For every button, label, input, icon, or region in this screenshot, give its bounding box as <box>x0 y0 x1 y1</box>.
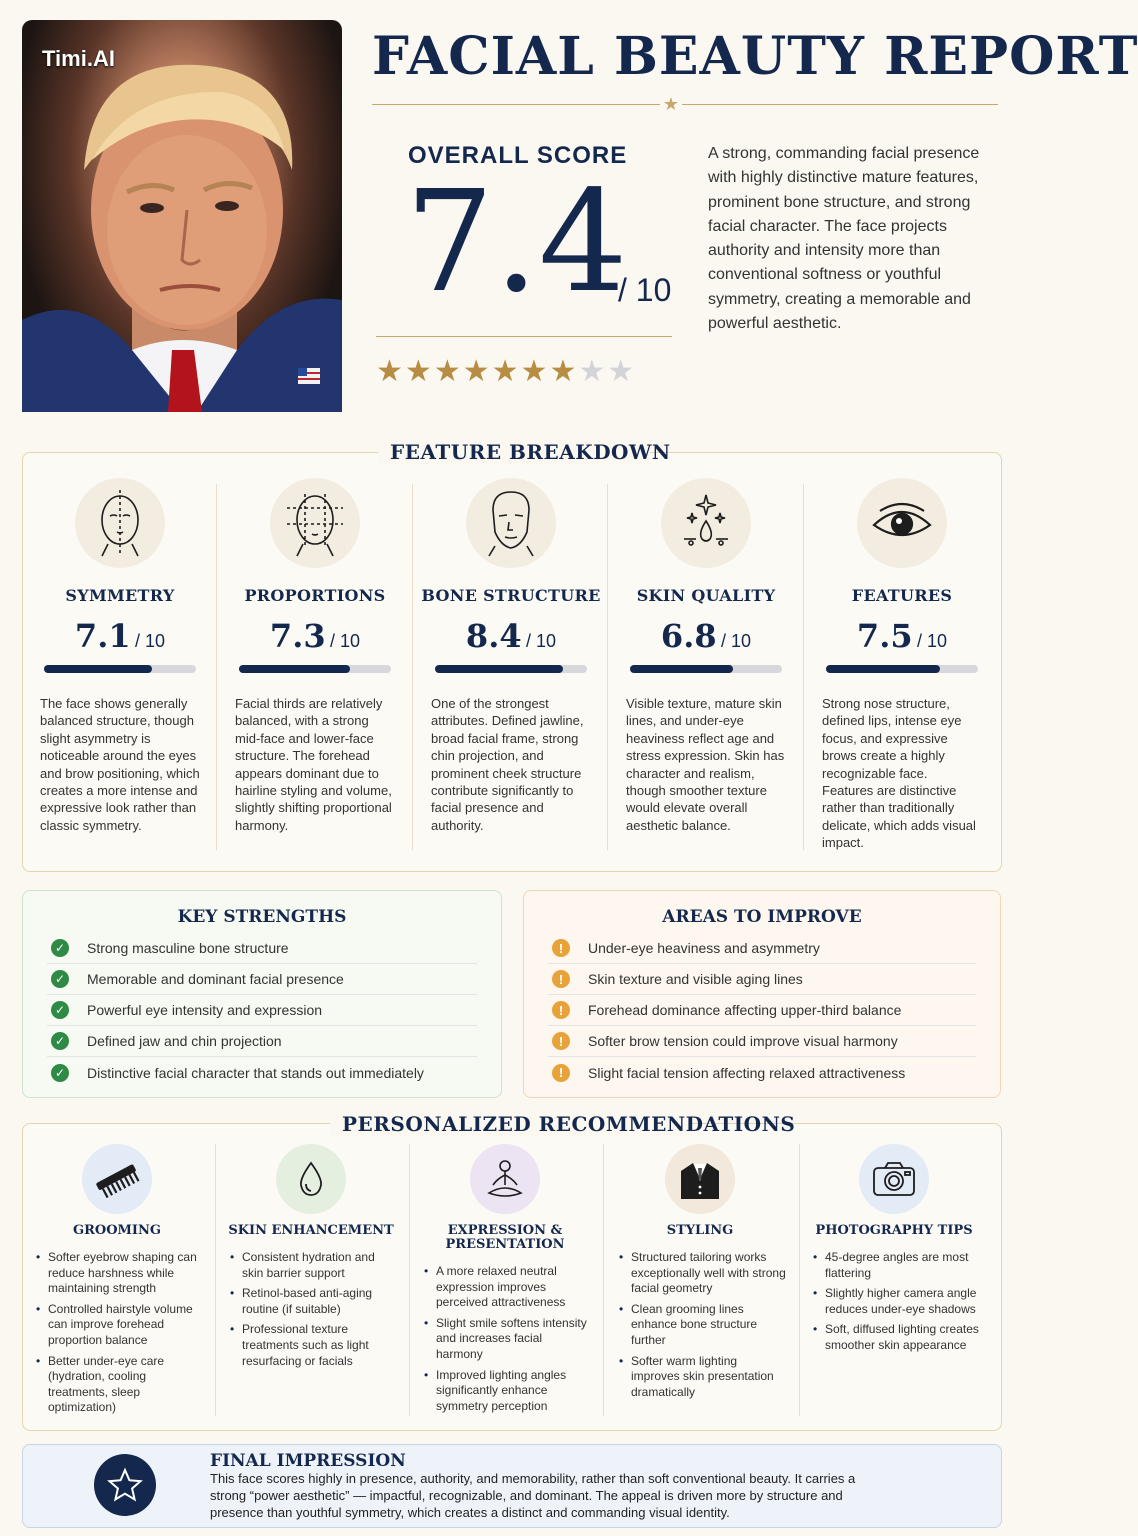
suit-icon <box>665 1144 735 1214</box>
overall-summary: A strong, commanding facial presence with highly distinctive mature features, prominent bone structure, and strong facial character. The face projects authority and intensity more than conventional softness or youthful symmetry, creating a memorable and powerful aesthetic. <box>708 145 980 333</box>
feature-card-skin-quality <box>608 478 804 834</box>
check-icon: ✓ <box>51 1001 69 1019</box>
eye-icon <box>857 478 947 568</box>
watermark-label: Timi.AI <box>42 46 115 71</box>
improve-item: ! Forehead dominance affecting upper-third balance <box>548 995 976 1026</box>
recommendation-bullet: • Controlled hairstyle volume can improve forehead proportion balance <box>36 1302 204 1349</box>
recommendation-expression <box>408 1144 602 1419</box>
star-empty-icon: ★ <box>578 355 608 388</box>
recommendations-title: PERSONALIZED RECOMMENDATIONS <box>330 1112 692 1136</box>
feature-breakdown-title: FEATURE BREAKDOWN <box>378 440 650 464</box>
key-strengths-title: KEY STRENGTHS <box>177 907 347 927</box>
warning-icon: ! <box>552 1064 570 1082</box>
recommendation-name: EXPRESSION & PRESENTATION <box>445 1223 565 1252</box>
feature-score-bar <box>826 665 978 673</box>
star-rating <box>376 354 636 389</box>
areas-to-improve-title: AREAS TO IMPROVE <box>662 907 862 927</box>
title-divider <box>372 104 998 105</box>
feature-name: SKIN QUALITY <box>636 586 776 605</box>
recommendation-name: PHOTOGRAPHY TIPS <box>815 1223 973 1238</box>
check-icon: ✓ <box>51 970 69 988</box>
feature-score: 7.1 <box>74 617 131 655</box>
recommendation-name: STYLING <box>666 1223 734 1238</box>
recommendation-bullet: • Consistent hydration and skin barrier support <box>230 1250 398 1281</box>
overall-score-label: OVERALL SCORE <box>408 142 628 169</box>
strength-item: ✓ Defined jaw and chin projection <box>47 1026 477 1057</box>
recommendation-bullet: • Better under-eye care (hydration, cooling treatments, sleep optimization) <box>36 1354 204 1416</box>
feature-description: Facial thirds are relatively balanced, with a strong mid-face and lower-face structure. The forehead appears dominant due to hairline styling and volume, slightly shifting proportional harmony. <box>235 696 392 833</box>
star-filled-icon: ★ <box>549 355 579 388</box>
recommendation-bullet: • A more relaxed neutral expression improves perceived attractiveness <box>424 1264 592 1311</box>
recommendation-bullet: • 45-degree angles are most flattering <box>813 1250 981 1281</box>
divider-star-icon: ★ <box>660 94 682 115</box>
feature-score-bar <box>239 665 391 673</box>
recommendation-bullet: • Professional texture treatments such as light resurfacing or facials <box>230 1322 398 1369</box>
star-filled-icon: ★ <box>491 355 521 388</box>
feature-score: 8.4 <box>465 617 522 655</box>
star-filled-icon: ★ <box>404 355 434 388</box>
feature-card-features <box>804 478 1000 852</box>
meditation-icon <box>470 1144 540 1214</box>
portrait-illustration <box>22 20 342 412</box>
star-filled-icon: ★ <box>520 355 550 388</box>
recommendation-bullet: • Softer eyebrow shaping can reduce harshness while maintaining strength <box>36 1250 204 1297</box>
areas-to-improve-panel <box>523 890 1001 1098</box>
improve-item: ! Softer brow tension could improve visual harmony <box>548 1026 976 1057</box>
feature-score: 6.8 <box>660 617 717 655</box>
recommendation-name: GROOMING <box>72 1223 161 1238</box>
feature-score-max: / 10 <box>330 631 361 651</box>
strength-item: ✓ Strong masculine bone structure <box>47 933 477 964</box>
symmetry-face-icon <box>75 478 165 568</box>
feature-card-proportions <box>217 478 413 834</box>
recommendation-bullet: • Structured tailoring works exceptionally well with strong facial geometry <box>619 1250 787 1297</box>
report-title: FACIAL BEAUTY REPORT <box>372 26 1138 87</box>
recommendation-photography <box>797 1144 991 1359</box>
improve-item: ! Skin texture and visible aging lines <box>548 964 976 995</box>
feature-description: One of the strongest attributes. Defined jawline, broad facial frame, strong chin projection, and prominent cheek structure contribute significantly to facial presence and authority. <box>431 696 584 833</box>
feature-description: The face shows generally balanced structure, though slight asymmetry is noticeable around the eyes and brow positioning, which creates a more intense and expressive look rather than classic symmetry. <box>40 696 200 833</box>
warning-icon: ! <box>552 970 570 988</box>
recommendation-bullet: • Clean grooming lines enhance bone structure further <box>619 1302 787 1349</box>
warning-icon: ! <box>552 1032 570 1050</box>
portrait-photo <box>22 20 342 412</box>
recommendation-bullet: • Improved lighting angles significantly enhance symmetry perception <box>424 1368 592 1415</box>
recommendation-grooming <box>20 1144 214 1421</box>
recommendation-bullet: • Slight smile softens intensity and increases facial harmony <box>424 1316 592 1363</box>
final-impression-text: This face scores highly in presence, authority, and memorability, rather than soft conventional beauty. It carries a strong “power aesthetic” — impactful, recognizable, and dominant. The appeal is driven more by structure and presence than youthful symmetry, which creates a distinct and commanding visual identity. <box>210 1471 856 1520</box>
star-filled-icon: ★ <box>462 355 492 388</box>
final-impression-title: FINAL IMPRESSION <box>210 1451 406 1471</box>
key-strengths-panel <box>22 890 502 1098</box>
score-divider <box>376 336 672 337</box>
star-empty-icon: ★ <box>607 355 637 388</box>
feature-score-max: / 10 <box>526 631 557 651</box>
recommendation-bullet: • Retinol-based anti-aging routine (if suitable) <box>230 1286 398 1317</box>
check-icon: ✓ <box>51 1032 69 1050</box>
feature-description: Strong nose structure, defined lips, intense eye focus, and expressive brows create a highly recognizable face. Features are distinctive rather than traditionally delicate, which adds visual impact. <box>822 696 976 851</box>
overall-score-max: / 10 <box>618 272 672 308</box>
star-filled-icon: ★ <box>433 355 463 388</box>
recommendation-styling <box>603 1144 797 1405</box>
feature-score-max: / 10 <box>917 631 948 651</box>
feature-name: PROPORTIONS <box>244 586 386 605</box>
star-filled-icon: ★ <box>376 355 405 388</box>
check-icon: ✓ <box>51 939 69 957</box>
feature-score-max: / 10 <box>135 631 166 651</box>
feature-score-bar <box>44 665 196 673</box>
warning-icon: ! <box>552 939 570 957</box>
check-icon: ✓ <box>51 1064 69 1082</box>
feature-score-bar <box>630 665 782 673</box>
feature-name: BONE STRUCTURE <box>421 586 601 605</box>
recommendation-name: SKIN ENHANCEMENT <box>228 1223 394 1238</box>
overall-score-value: 7.4 <box>405 161 628 324</box>
bone-structure-face-icon <box>466 478 556 568</box>
recommendation-bullet: • Slightly higher camera angle reduces under-eye shadows <box>813 1286 981 1317</box>
feature-card-symmetry <box>22 478 218 834</box>
feature-name: FEATURES <box>851 586 953 605</box>
star-badge-icon <box>94 1454 156 1516</box>
strength-item: ✓ Memorable and dominant facial presence <box>47 964 477 995</box>
recommendation-bullet: • Soft, diffused lighting creates smoother skin appearance <box>813 1322 981 1353</box>
feature-score: 7.5 <box>856 617 913 655</box>
feature-name: SYMMETRY <box>65 586 175 605</box>
feature-score-bar <box>435 665 587 673</box>
comb-icon <box>82 1144 152 1214</box>
sparkle-drop-icon <box>661 478 751 568</box>
feature-score: 7.3 <box>269 617 326 655</box>
recommendation-bullet: • Softer warm lighting improves skin presentation dramatically <box>619 1354 787 1401</box>
feature-score-max: / 10 <box>721 631 752 651</box>
strength-item: ✓ Distinctive facial character that stands out immediately <box>47 1057 477 1088</box>
feature-description: Visible texture, mature skin lines, and under-eye heaviness reflect age and stress expression. Skin has character and realism, though smoother texture would elevate overall aesthetic balance. <box>626 696 785 833</box>
feature-card-bone-structure <box>413 478 609 834</box>
strength-item: ✓ Powerful eye intensity and expression <box>47 995 477 1026</box>
proportions-face-icon <box>270 478 360 568</box>
camera-icon <box>859 1144 929 1214</box>
warning-icon: ! <box>552 1001 570 1019</box>
water-drop-icon <box>276 1144 346 1214</box>
improve-item: ! Slight facial tension affecting relaxed attractiveness <box>548 1057 976 1088</box>
improve-item: ! Under-eye heaviness and asymmetry <box>548 933 976 964</box>
recommendation-skin-enhancement <box>214 1144 408 1374</box>
